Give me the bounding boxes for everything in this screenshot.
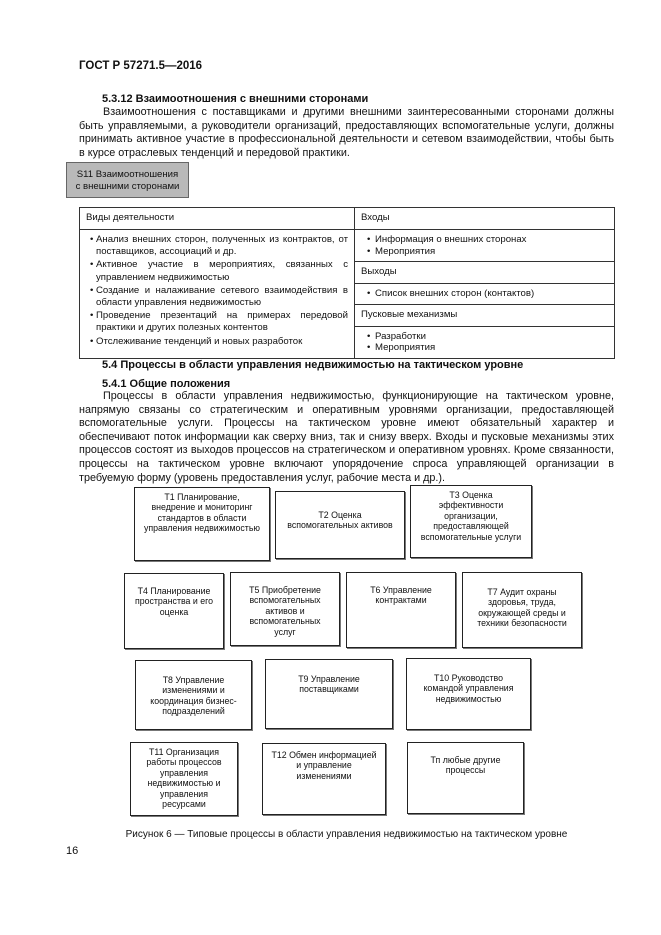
activities-header: Виды деятельности (80, 208, 355, 230)
activity-item: • Отслеживание тенденций и новых разработок (80, 336, 354, 348)
section-5-3-12-paragraph (79, 106, 614, 160)
activity-item: • Проведение презентаций на примерах передовой практики и других полезных контентов (80, 310, 354, 334)
process-t3-box: Т3 Оценка эффективности организации, предоставляющей вспомогательные услуги (410, 485, 532, 558)
process-t5-box: Т5 Приобретение вспомогательных активов и вспомогательных услуг (230, 572, 340, 646)
inputs-header: Входы (355, 208, 615, 230)
process-t12-box: Т12 Обмен информацией и управление изменениями (262, 743, 386, 815)
activity-item: • Создание и налаживание сетевого взаимодействия в области управления недвижимостью (80, 285, 354, 309)
process-t11-box: Т11 Организация работы процессов управления недвижимостью и управления ресурсами (130, 742, 238, 816)
document-code: ГОСТ Р 57271.5—2016 (79, 60, 203, 72)
outputs-cell (355, 284, 615, 305)
activities-cell (80, 230, 355, 359)
process-box-line2: с внешними сторонами (75, 180, 180, 192)
activity-item: • Анализ внешних сторон, полученных из контрактов, от поставщиков, ассоциаций и др. (80, 234, 354, 258)
output-item: • Список внешних сторон (контактов) (355, 288, 614, 300)
triggers-cell (355, 326, 615, 358)
process-t10-box: Т10 Руководство командой управления недвижимостью (406, 658, 531, 730)
section-5-3-12-title: 5.3.12 Взаимоотношения с внешними сторонами (102, 93, 369, 105)
section-5-4-title: 5.4 Процессы в области управления недвижимостью на тактическом уровне (102, 359, 524, 371)
input-item: • Информация о внешних сторонах (355, 234, 614, 246)
process-box-line1: S11 Взаимоотношения (76, 169, 179, 180)
page-number: 16 (66, 845, 79, 857)
activity-item: • Активное участие в мероприятиях, связанных с управлением недвижимостью (80, 259, 354, 283)
process-t2-box: Т2 Оценка вспомогательных активов (275, 491, 405, 559)
process-t8-box: Т8 Управление изменениями и координация бизнес-подразделений (135, 660, 252, 730)
process-t4-box: Т4 Планирование пространства и его оценка (124, 573, 224, 649)
inputs-cell (355, 230, 615, 262)
section-5-3-12-text: Взаимоотношения с поставщиками и другими внешними заинтересованными сторонами должны быть управляемыми, а руководители организаций, предоставляющих вспомогательные услуги, должны принимать активное участие в профессиональной деятельности и сетевом взаимодействии, чтобы быть в курсе отраслевых тенденций и передовой практики. (79, 106, 614, 159)
process-table (79, 207, 615, 359)
input-item: • Мероприятия (355, 246, 614, 258)
process-t9-box: Т9 Управление поставщиками (265, 659, 393, 729)
trigger-item: • Мероприятия (355, 342, 614, 354)
process-t7-box: Т7 Аудит охраны здоровья, труда, окружающей среды и техники безопасности (462, 572, 582, 648)
process-tn-box: Тп любые другие процессы (407, 742, 524, 814)
section-5-4-1-title: 5.4.1 Общие положения (102, 378, 231, 390)
outputs-header: Выходы (355, 262, 615, 284)
trigger-item: • Разработки (355, 331, 614, 343)
process-t6-box: Т6 Управление контрактами (346, 572, 456, 648)
section-5-4-1-text: Процессы в области управления недвижимостью, функционирующие на тактическом уровне, напрямую связаны со стратегическим и оперативным уровнями организации, предоставляющей вспомогательные услуги. Процессы на тактическом уровне имеют обязательный характер и обеспечивают поток информации как сверху вниз, так и снизу вверх. Входы и пусковые механизмы этих процессов состоят из выходов процессов на стратегическом и оперативном уровнях. Кроме связанности, процессы на тактическом уровне включают упорядочение спроса управляющей организации в требуемую форму (уровень предоставления услуг, рабочие места и др.). (79, 390, 614, 484)
process-t1-box: Т1 Планирование, внедрение и мониторинг стандартов в области управления недвижимостью (134, 487, 270, 561)
section-5-4-1-paragraph (79, 390, 614, 485)
triggers-header: Пусковые механизмы (355, 304, 615, 326)
figure-caption: Рисунок 6 — Типовые процессы в области управления недвижимостью на тактическом уровне (125, 829, 568, 840)
process-s11-box (66, 162, 189, 198)
